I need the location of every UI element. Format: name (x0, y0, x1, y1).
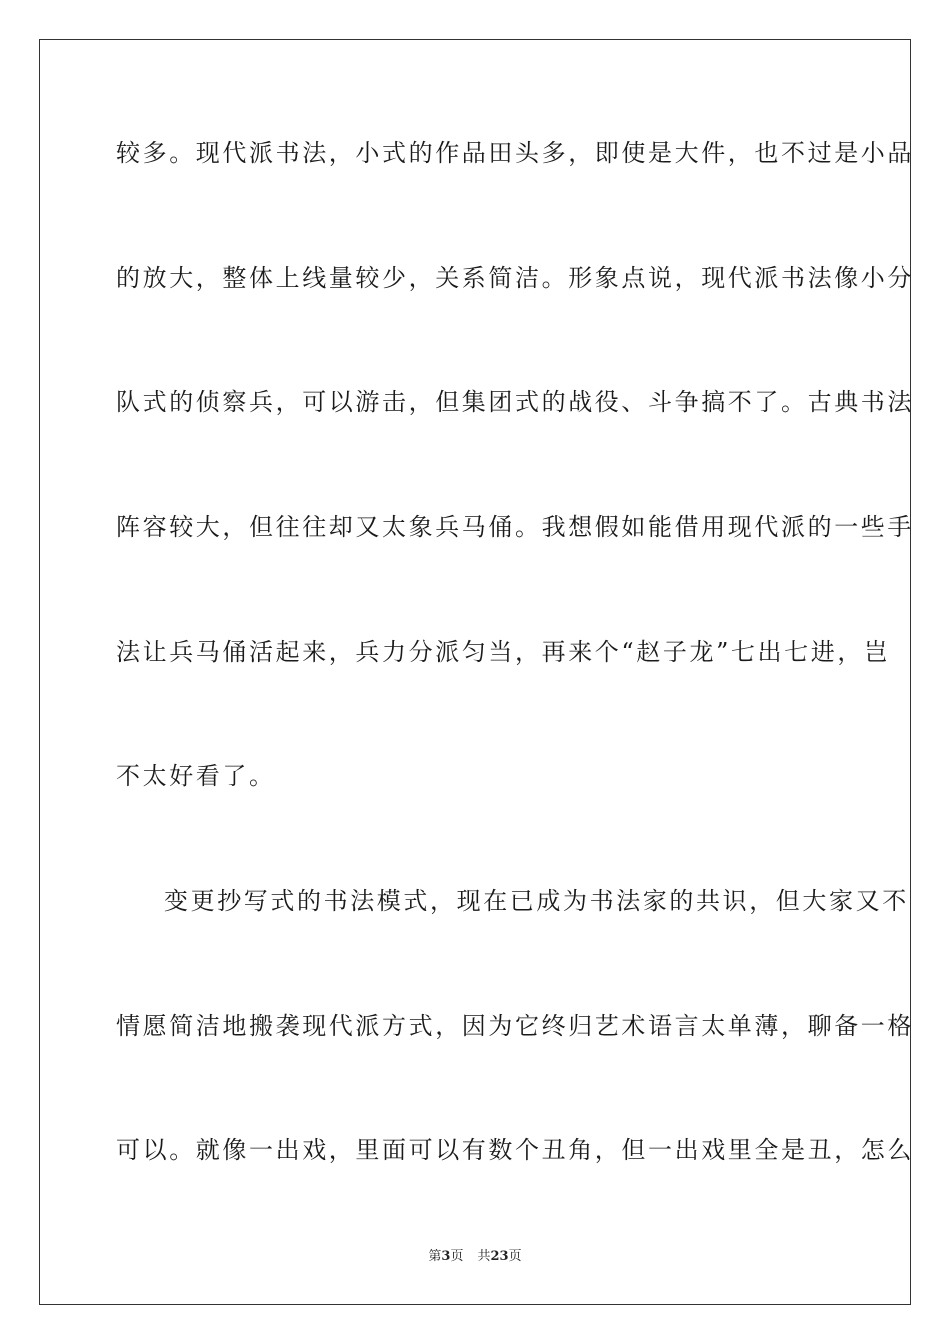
text-line: 情愿简洁地搬袭现代派方式，因为它终归艺术语言太单薄，聊备一格 (116, 1012, 914, 1040)
total-prefix: 共 (477, 1249, 491, 1264)
page-footer (0, 1248, 950, 1266)
total-page-count: 23 (490, 1249, 509, 1264)
text-line: 较多。现代派书法，小式的作品田头多，即使是大件，也不过是小品 (116, 139, 914, 167)
text-line: 的放大，整体上线量较少，关系简洁。形象点说，现代派书法像小分 (116, 264, 914, 292)
paragraph-first-line: 变更抄写式的书法模式，现在已成为书法家的共识，但大家又不 (164, 887, 909, 915)
current-page-number: 3 (441, 1249, 451, 1264)
text-line: 不太好看了。 (116, 762, 276, 790)
text-line: 阵容较大，但往往却又太象兵马俑。我想假如能借用现代派的一些手 (116, 513, 914, 541)
text-line: 队式的侦察兵，可以游击，但集团式的战役、斗争搞不了。古典书法 (116, 388, 914, 416)
text-line: 可以。就像一出戏，里面可以有数个丑角，但一出戏里全是丑，怎么 (116, 1136, 914, 1164)
page-prefix: 第 (428, 1249, 442, 1264)
page-suffix: 页 (450, 1249, 464, 1264)
text-line: 法让兵马俑活起来，兵力分派匀当，再来个“赵子龙”七出七进，岂 (116, 638, 891, 666)
total-suffix: 页 (508, 1249, 522, 1264)
page-border (39, 39, 914, 1305)
